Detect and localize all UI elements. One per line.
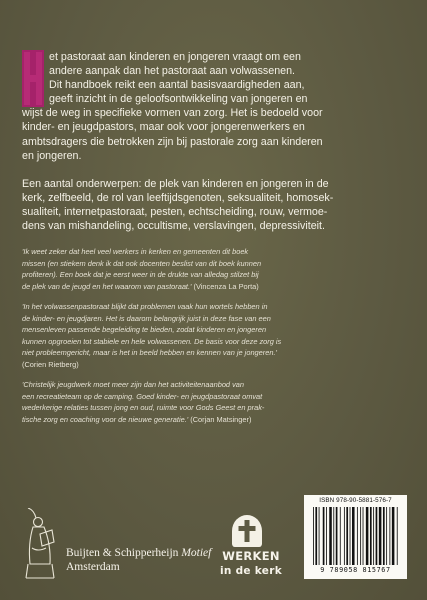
series-logo-line1: WERKEN xyxy=(222,549,280,563)
topics-line: sualiteit, internetpastoraat, pesten, echtscheiding, rouw, vermoe- xyxy=(22,206,328,219)
quote-attribution: (Corjan Matsinger) xyxy=(190,414,252,424)
quote-line: de kinder- en jeugdjaren. Het is daarom belangrijk juist in deze fase van een xyxy=(22,313,271,323)
topics-line: Een aantal onderwerpen: de plek van kinderen en jongeren in de xyxy=(22,178,329,190)
quote-line: een recreatieteam op de camping. Goed kinder- en jeugdpastoraat omvat xyxy=(22,391,263,401)
intro-line: en jongeren. xyxy=(22,149,82,162)
isbn-barcode-block xyxy=(304,495,407,579)
monk-with-book-icon xyxy=(24,508,58,582)
intro-paragraph xyxy=(22,50,392,163)
topics-line: kerk, zelfbeeld, de rol van leeftijdsgenoten, seksualiteit, homosek- xyxy=(22,192,334,205)
intro-line: et pastoraat aan kinderen en jongeren vraagt om een xyxy=(49,51,301,63)
quote-corien-rietberg xyxy=(22,301,407,370)
quote-corjan-matsinger xyxy=(22,379,407,425)
quote-vincenza-la-porta xyxy=(22,246,407,292)
quote-line: 'Ik weet zeker dat heel veel werkers in kerken en gemeenten dit boek xyxy=(22,247,249,256)
barcode-icon xyxy=(312,507,399,565)
quote-attribution: (Vincenza La Porta) xyxy=(193,281,259,291)
intro-line: wijst de weg in specifieke vormen van zorg. Het is bedoeld voor xyxy=(22,107,323,120)
barcode-digits: 9 789058 815767 xyxy=(320,566,391,574)
intro-line: kinder- en jeugdpastors, maar ook voor jongerenwerkers en xyxy=(22,121,305,134)
quote-line: 'In het volwassenpastoraat blijkt dat problemen vaak hun wortels hebben in xyxy=(22,302,268,311)
endorsement-quotes xyxy=(22,246,407,434)
intro-line: geeft inzicht in de geloofsontwikkeling van jongeren en xyxy=(49,93,308,106)
intro-line: Dit handboek reikt een aantal basisvaardigheden aan, xyxy=(49,79,305,92)
series-logo-line2: in de kerk xyxy=(219,565,282,577)
quote-line: wederkerige relaties tussen jong en oud, ruimte voor Gods Geest en prak- xyxy=(22,403,265,412)
intro-line: ambtsdragers die betrokken zijn bij pastorale zorg aan kinderen xyxy=(22,135,323,148)
quote-attribution: (Corien Rietberg) xyxy=(22,359,79,369)
quote-line: tische zorg en coaching voor de nieuwe generatie.' xyxy=(22,414,189,424)
quote-line: 'Christelijk jeugdwerk moet meer zijn dan het activiteitenaanbod van xyxy=(22,380,245,389)
quote-line: de plek van de jeugd en het waarom van pastoraat.' xyxy=(22,281,192,291)
quote-line: profiteren). Een boek dat je eerst weer in de drukte van alledag stilzet bij xyxy=(22,270,259,279)
topics-line: dens van mishandeling, occultisme, verslavingen, depressiviteit. xyxy=(22,220,325,233)
quote-line: niet probleemgericht, maar is het in beeld hebben en kennen van je jongeren.' xyxy=(22,348,277,357)
church-cross-emblem-icon xyxy=(232,515,262,547)
publisher-block xyxy=(66,546,211,574)
isbn-label: ISBN 978-90-5881-576-7 xyxy=(319,497,392,504)
publisher-city: Amsterdam xyxy=(66,561,120,573)
cross-shape xyxy=(232,515,262,547)
publisher-name: Buijten & Schipperheijn xyxy=(66,547,179,559)
intro-line: andere aanpak dan het pastoraat aan volwassenen. xyxy=(49,65,295,78)
quote-line: missen (en stiekem denk ik dat ook docenten beslist van dit boek kunnen xyxy=(22,258,262,268)
quote-line: mensenleven passende begeleiding te bieden, zodat kinderen en jongeren xyxy=(22,325,267,334)
topics-paragraph xyxy=(22,177,392,233)
quote-line: kunnen opgroeien tot stabiele en hele volwassenen. De basis voor deze zorg is xyxy=(22,336,282,346)
publisher-imprint: Motief xyxy=(181,547,212,559)
